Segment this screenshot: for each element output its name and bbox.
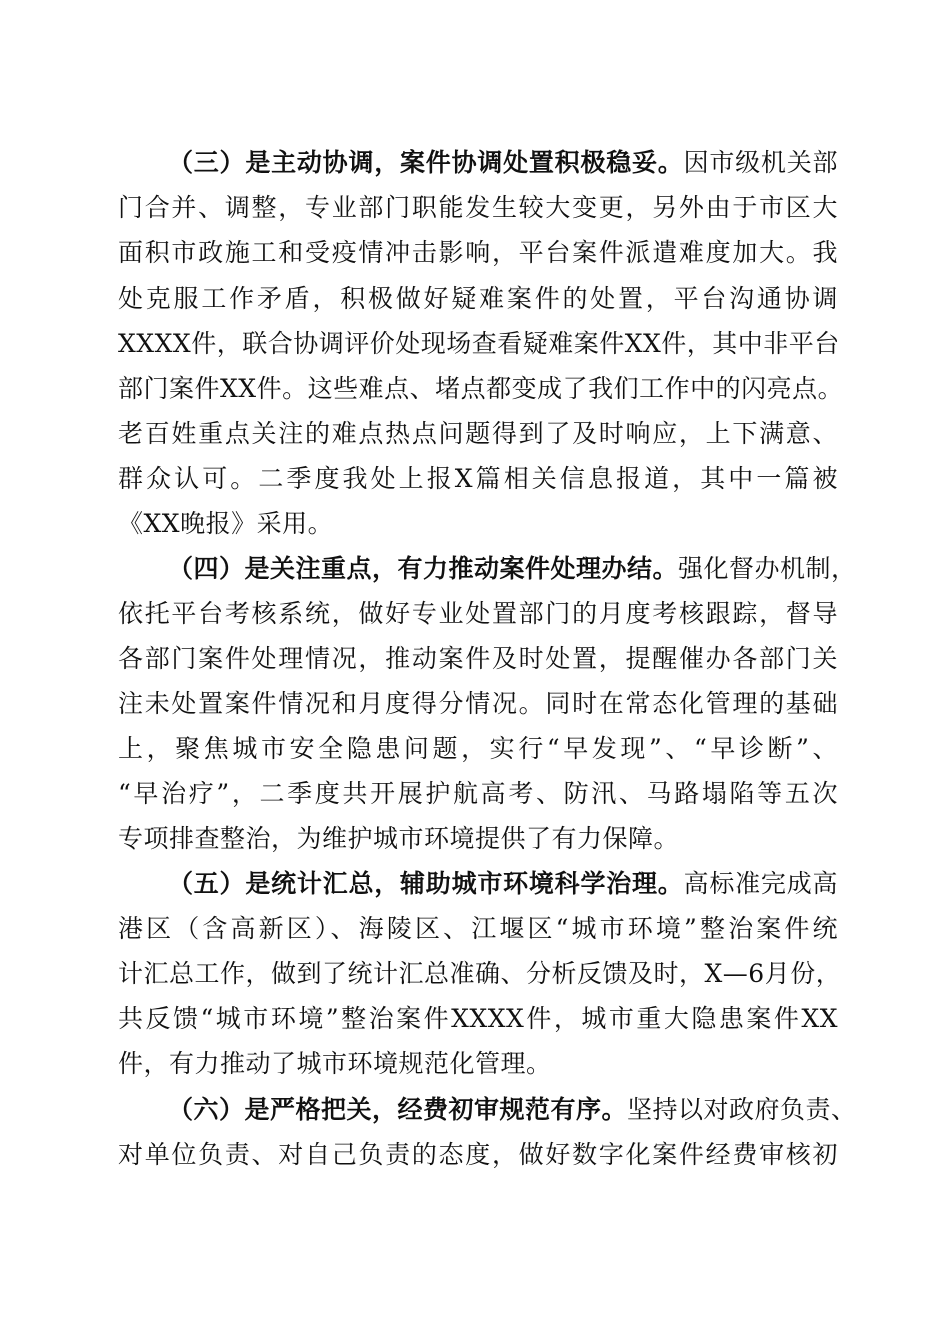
paragraph-6-line-2: 对单位负责、对自己负责的态度，做好数字化案件经费审核初 — [118, 1140, 838, 1169]
paragraph-6-heading: （六）是严格把关，经费初审规范有序。 — [168, 1095, 628, 1124]
paragraph-4-line-5: 上，聚焦城市安全隐患问题，实行“早发现”、“早诊断”、 — [118, 734, 838, 763]
paragraph-3-line-4: 处克服工作矛盾，积极做好疑难案件的处置，平台沟通协调 — [118, 284, 838, 313]
paragraph-5-line-4: 共反馈“城市环境”整治案件XXXX件，城市重大隐患案件XX — [118, 1004, 838, 1033]
paragraph-4-line-6: “早治疗”，二季度共开展护航高考、防汛、马路塌陷等五次 — [118, 779, 838, 808]
paragraph-4-line-7: 专项排查整治，为维护城市环境提供了有力保障。 — [118, 824, 680, 853]
paragraph-3-text: 因市级机关部 — [683, 148, 838, 177]
paragraph-3-line-3: 面积市政施工和受疫情冲击影响，平台案件派遣难度加大。我 — [118, 238, 838, 267]
paragraph-4-heading: （四）是关注重点，有力推动案件处理办结。 — [168, 554, 679, 583]
paragraph-5-text: 高标准完成高 — [683, 869, 838, 898]
paragraph-4-text: 强化督办机制， — [678, 554, 857, 583]
paragraph-3-line-6: 部门案件XX件。这些难点、堵点都变成了我们工作中的闪亮点。 — [118, 374, 844, 403]
paragraph-6-line-1 — [168, 1092, 857, 1132]
paragraph-5-line-1 — [168, 866, 838, 906]
paragraph-3-line-5: XXXX件，联合协调评价处现场查看疑难案件XX件，其中非平台 — [118, 329, 840, 358]
paragraph-5-line-3: 计汇总工作，做到了统计汇总准确、分析反馈及时，X—6月份， — [118, 959, 842, 988]
paragraph-3-line-1 — [168, 145, 838, 185]
paragraph-4-line-3: 各部门案件处理情况，推动案件及时处置，提醒催办各部门关 — [118, 644, 838, 673]
paragraph-3-line-7: 老百姓重点关注的难点热点问题得到了及时响应，上下满意、 — [118, 419, 838, 448]
paragraph-6-text: 坚持以对政府负责、 — [627, 1095, 857, 1124]
paragraph-4-line-1 — [168, 551, 857, 591]
paragraph-5-line-5: 件，有力推动了城市环境规范化管理。 — [118, 1049, 552, 1078]
paragraph-4-line-2: 依托平台考核系统，做好专业处置部门的月度考核跟踪，督导 — [118, 599, 838, 628]
paragraph-3-line-2: 门合并、调整，专业部门职能发生较大变更，另外由于市区大 — [118, 193, 838, 222]
paragraph-5-line-2: 港区（含高新区）、海陵区、江堰区“城市环境”整治案件统 — [118, 914, 838, 943]
paragraph-3-line-9: 《XX晚报》采用。 — [118, 509, 334, 538]
paragraph-3-line-8: 群众认可。二季度我处上报X篇相关信息报道，其中一篇被 — [118, 464, 838, 493]
paragraph-5-heading: （五）是统计汇总，辅助城市环境科学治理。 — [168, 869, 684, 898]
paragraph-4-line-4: 注未处置案件情况和月度得分情况。同时在常态化管理的基础 — [118, 689, 838, 718]
paragraph-3-heading: （三）是主动协调，案件协调处置积极稳妥。 — [168, 148, 684, 177]
